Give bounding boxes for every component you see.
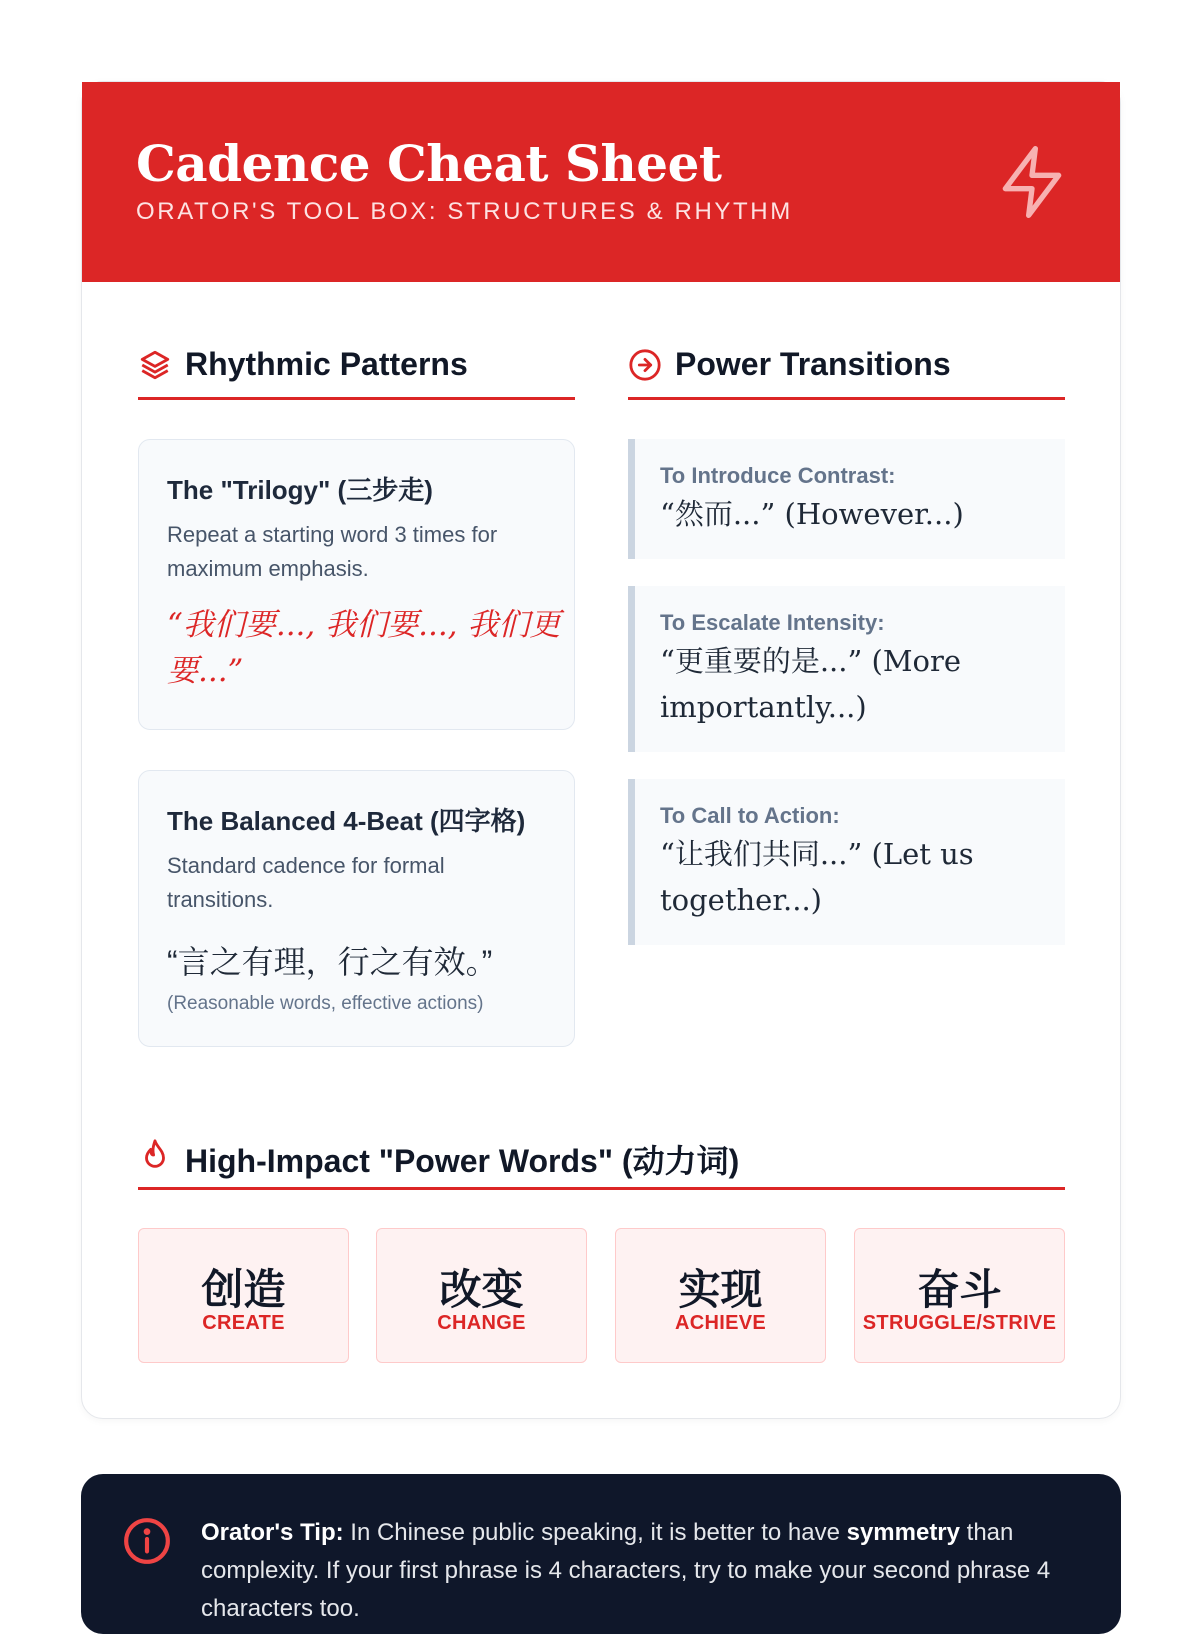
transition-item [628,779,1065,945]
transition-label: To Call to Action: [660,803,840,828]
pattern-card-trilogy [138,439,575,730]
info-icon [122,1516,172,1566]
section-title: Power Transitions [675,346,951,382]
cheat-sheet-card [81,81,1121,1419]
transition-text: “让我们共同...” (Let us together...) [660,837,974,917]
power-word-tile [854,1228,1065,1363]
power-word-tile [138,1228,349,1363]
transition-text: “然而...” (However...) [660,497,964,531]
orator-tip-box [81,1474,1121,1634]
power-transitions-heading [628,340,1065,400]
section-title: Rhythmic Patterns [185,346,468,382]
pattern-description: Standard cadence for formal transitions. [167,853,445,912]
page-subtitle: ORATOR'S TOOL BOX: STRUCTURES & RHYTHM [136,198,793,225]
page-title: Cadence Cheat Sheet [136,134,722,193]
power-word-tile [615,1228,826,1363]
tip-text-part: In Chinese public speaking, it is better to have [343,1519,847,1546]
flame-icon [138,1138,172,1172]
pattern-description: Repeat a starting word 3 times for maximum emphasis. [167,522,498,581]
tip-text [201,1514,1081,1628]
power-word-chinese: 实现 [678,1266,763,1313]
pattern-title: The Balanced 4-Beat (四字格) [167,806,526,836]
header-banner [82,82,1120,282]
power-words-heading [138,1130,1065,1190]
transition-item [628,586,1065,752]
power-word-english: STRUGGLE/STRIVE [862,1312,1057,1334]
pattern-card-four-beat [138,770,575,1047]
transition-item [628,439,1065,559]
power-word-english: CREATE [202,1312,285,1334]
transition-label: To Introduce Contrast: [660,463,896,488]
tip-label: Orator's Tip: [201,1519,344,1546]
transition-label: To Escalate Intensity: [660,610,885,635]
pattern-translation: (Reasonable words, effective actions) [167,993,484,1014]
tip-emphasis: symmetry [846,1519,960,1546]
arrow-circle-right-icon [628,348,662,382]
section-title: High-Impact "Power Words" (动力词) [185,1143,740,1179]
power-word-chinese: 奋斗 [917,1266,1002,1313]
lightning-bolt-icon [992,142,1072,222]
pattern-example: “言之有理，行之有效。” [167,944,493,980]
layers-icon [138,348,172,382]
tip-text-part: than complexity. If your first phrase is 4 characters, try to make your second phrase 4 characters too. [201,1519,1051,1622]
power-word-english: CHANGE [437,1312,526,1334]
power-word-english: ACHIEVE [674,1312,766,1334]
power-word-chinese: 改变 [439,1266,524,1313]
transition-text: “更重要的是...” (More importantly...) [660,644,962,724]
rhythmic-patterns-heading [138,340,575,400]
pattern-example: “我们要..., 我们要..., 我们更要...” [167,607,561,689]
power-word-chinese: 创造 [201,1266,286,1313]
pattern-title: The "Trilogy" (三步走) [167,475,433,505]
power-word-tile [376,1228,587,1363]
